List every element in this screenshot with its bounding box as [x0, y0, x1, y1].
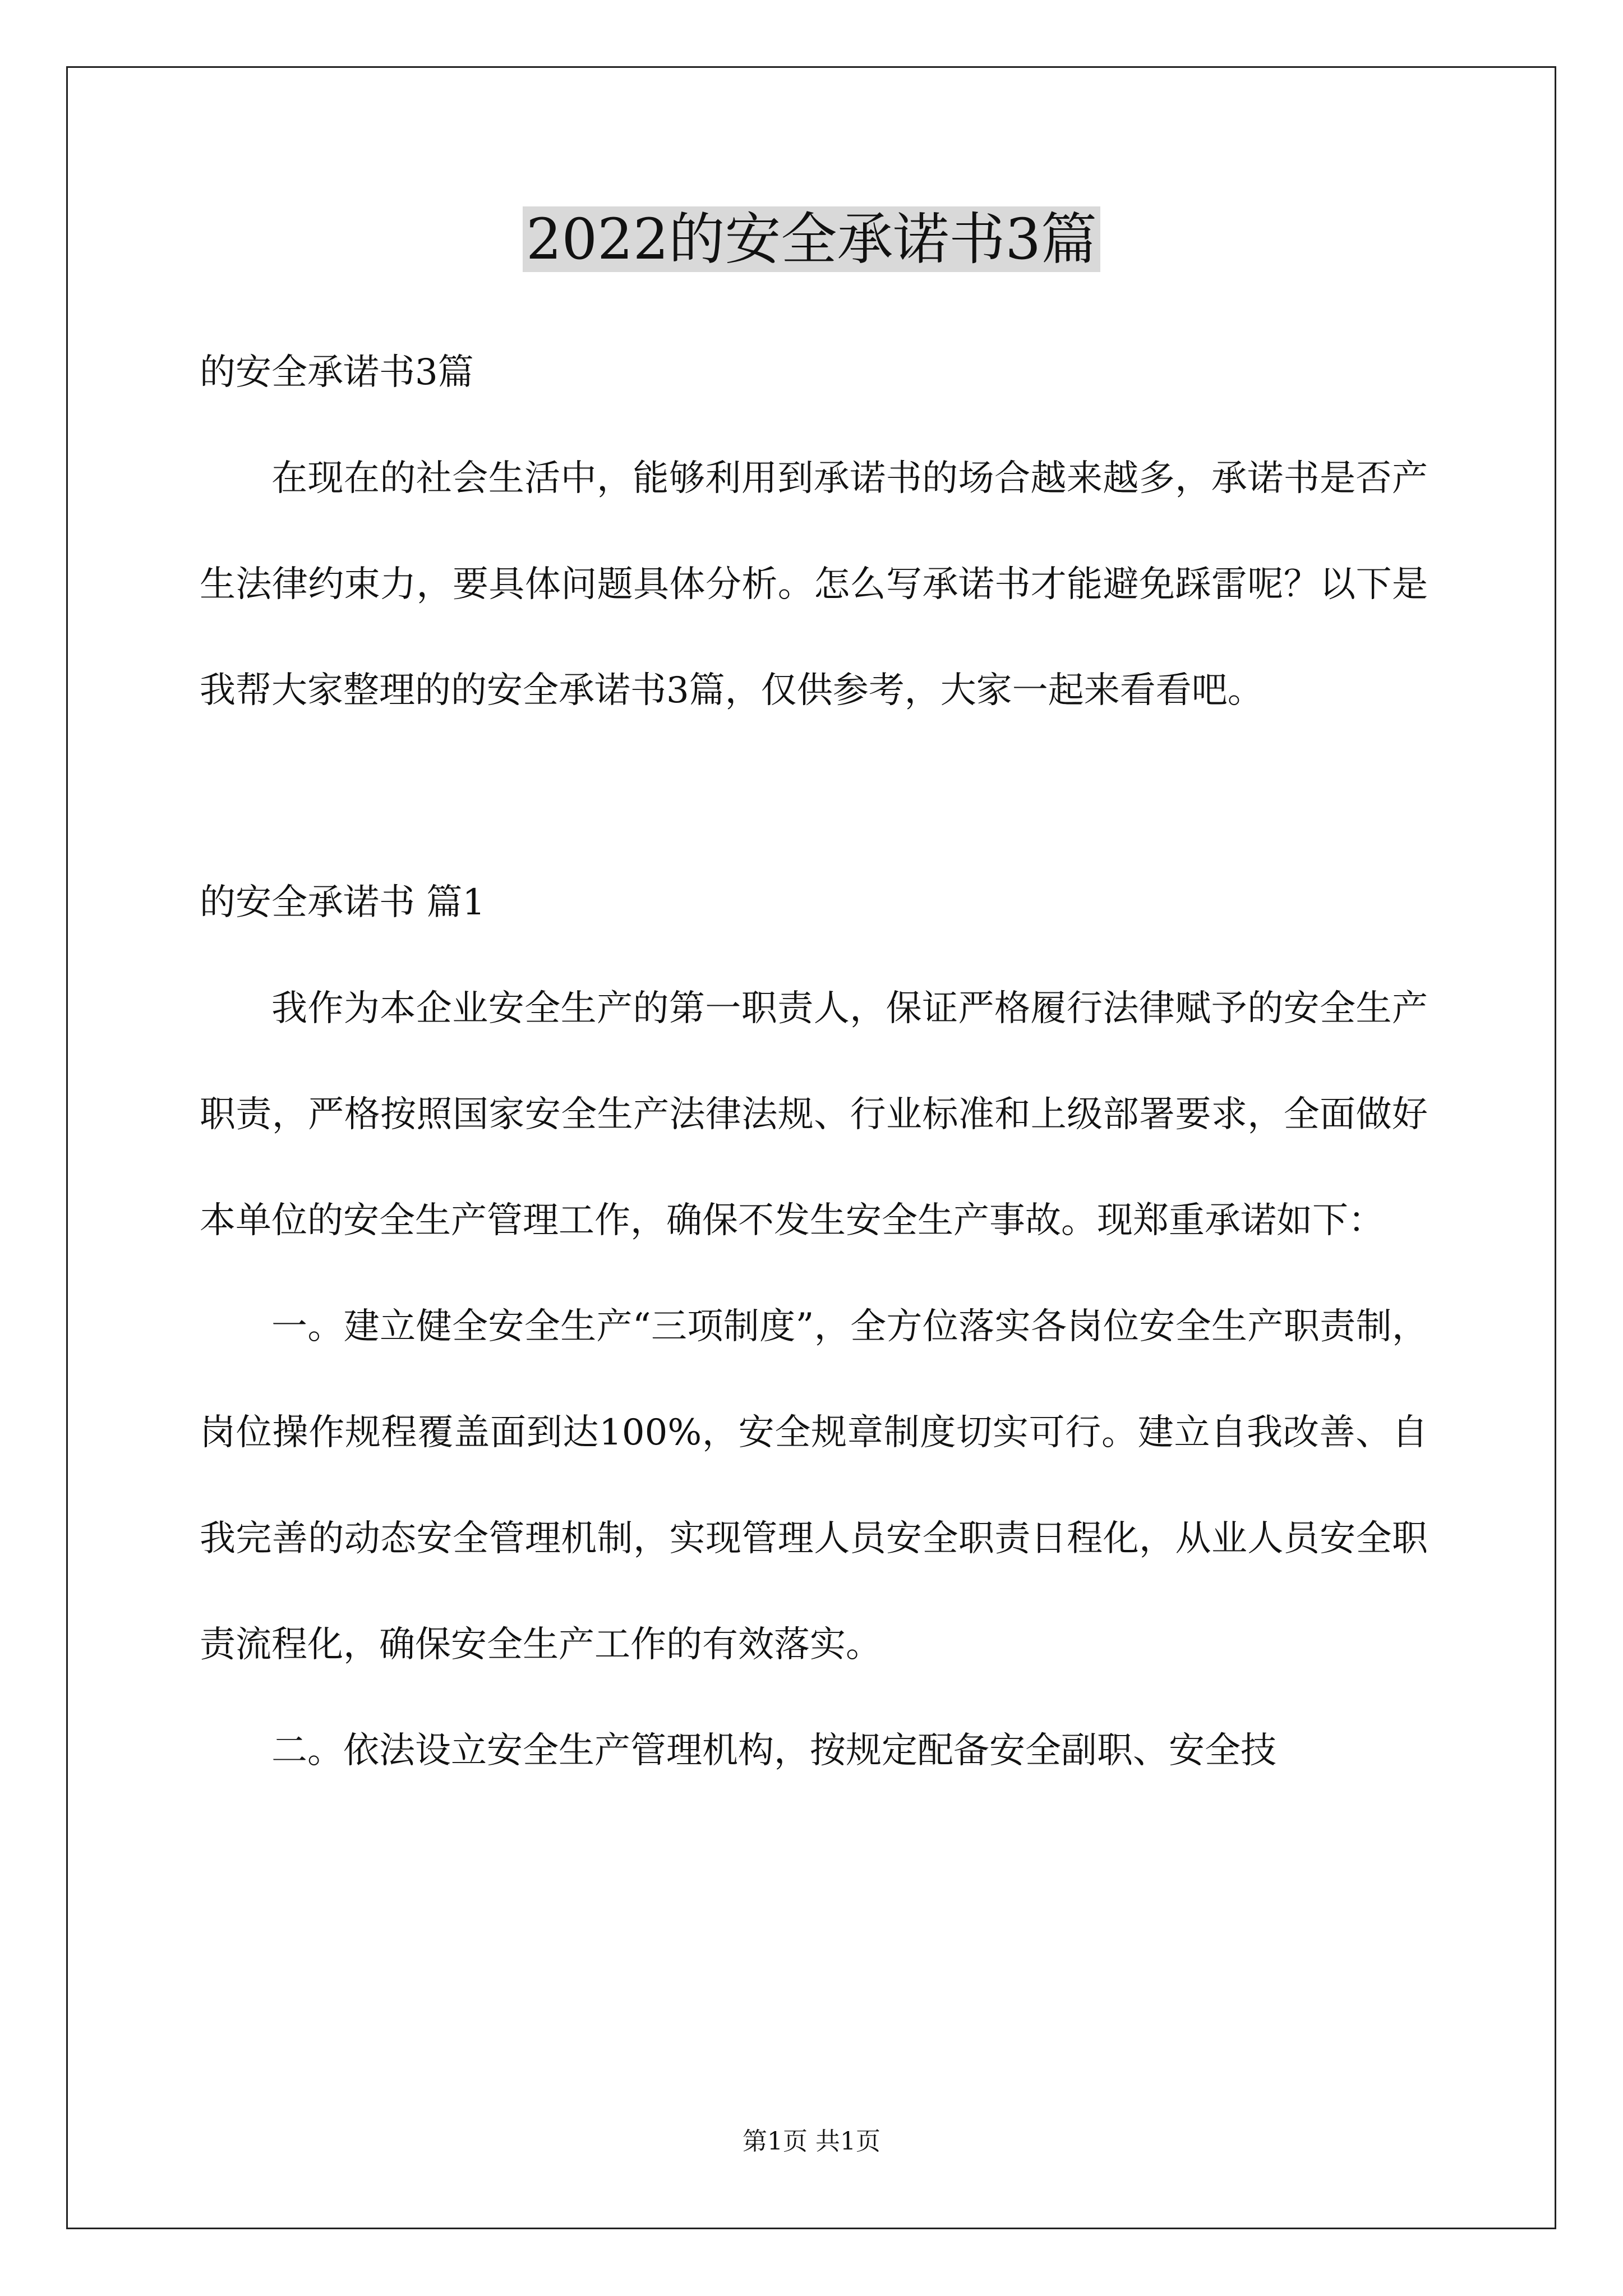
intro-heading: 的安全承诺书3篇 [200, 352, 474, 393]
section-1-paragraph-1: 我作为本企业安全生产的第一职责人，保证严格履行法律赋予的安全生产职责，严格按照国家安全生产法律法规、行业标准和上级部署要求，全面做好本单位的安全生产管理工作，确保不发生安全生产事故。现郑重承诺如下： [200, 988, 1428, 1241]
section-spacer [200, 744, 1428, 850]
page-number: 第1页 共1页 [743, 2127, 880, 2156]
section-1-paragraph-2: 一。建立健全安全生产“三项制度”，全方位落实各岗位安全生产职责制，岗位操作规程覆盖面到达100%，安全规章制度切实可行。建立自我改善、自我完善的动态安全管理机制，实现管理人员安全职责日程化，从业人员安全职责流程化，确保安全生产工作的有效落实。 [200, 1306, 1428, 1665]
section-heading-1: 的安全承诺书 篇1 [200, 882, 486, 923]
intro-paragraph: 在现在的社会生活中，能够利用到承诺书的场合越来越多，承诺书是否产生法律约束力，要具体问题具体分析。怎么写承诺书才能避免踩雷呢？以下是我帮大家整理的的安全承诺书3篇，仅供参考，大家一起来看看吧。 [200, 458, 1428, 711]
section-1-paragraph-3: 二。依法设立安全生产管理机构，按规定配备安全副职、安全技 [271, 1730, 1276, 1772]
page-footer [0, 2125, 1623, 2159]
document-body [200, 320, 1428, 1804]
document-title [0, 203, 1623, 276]
document-title-text: 2022的安全承诺书3篇 [523, 206, 1100, 272]
